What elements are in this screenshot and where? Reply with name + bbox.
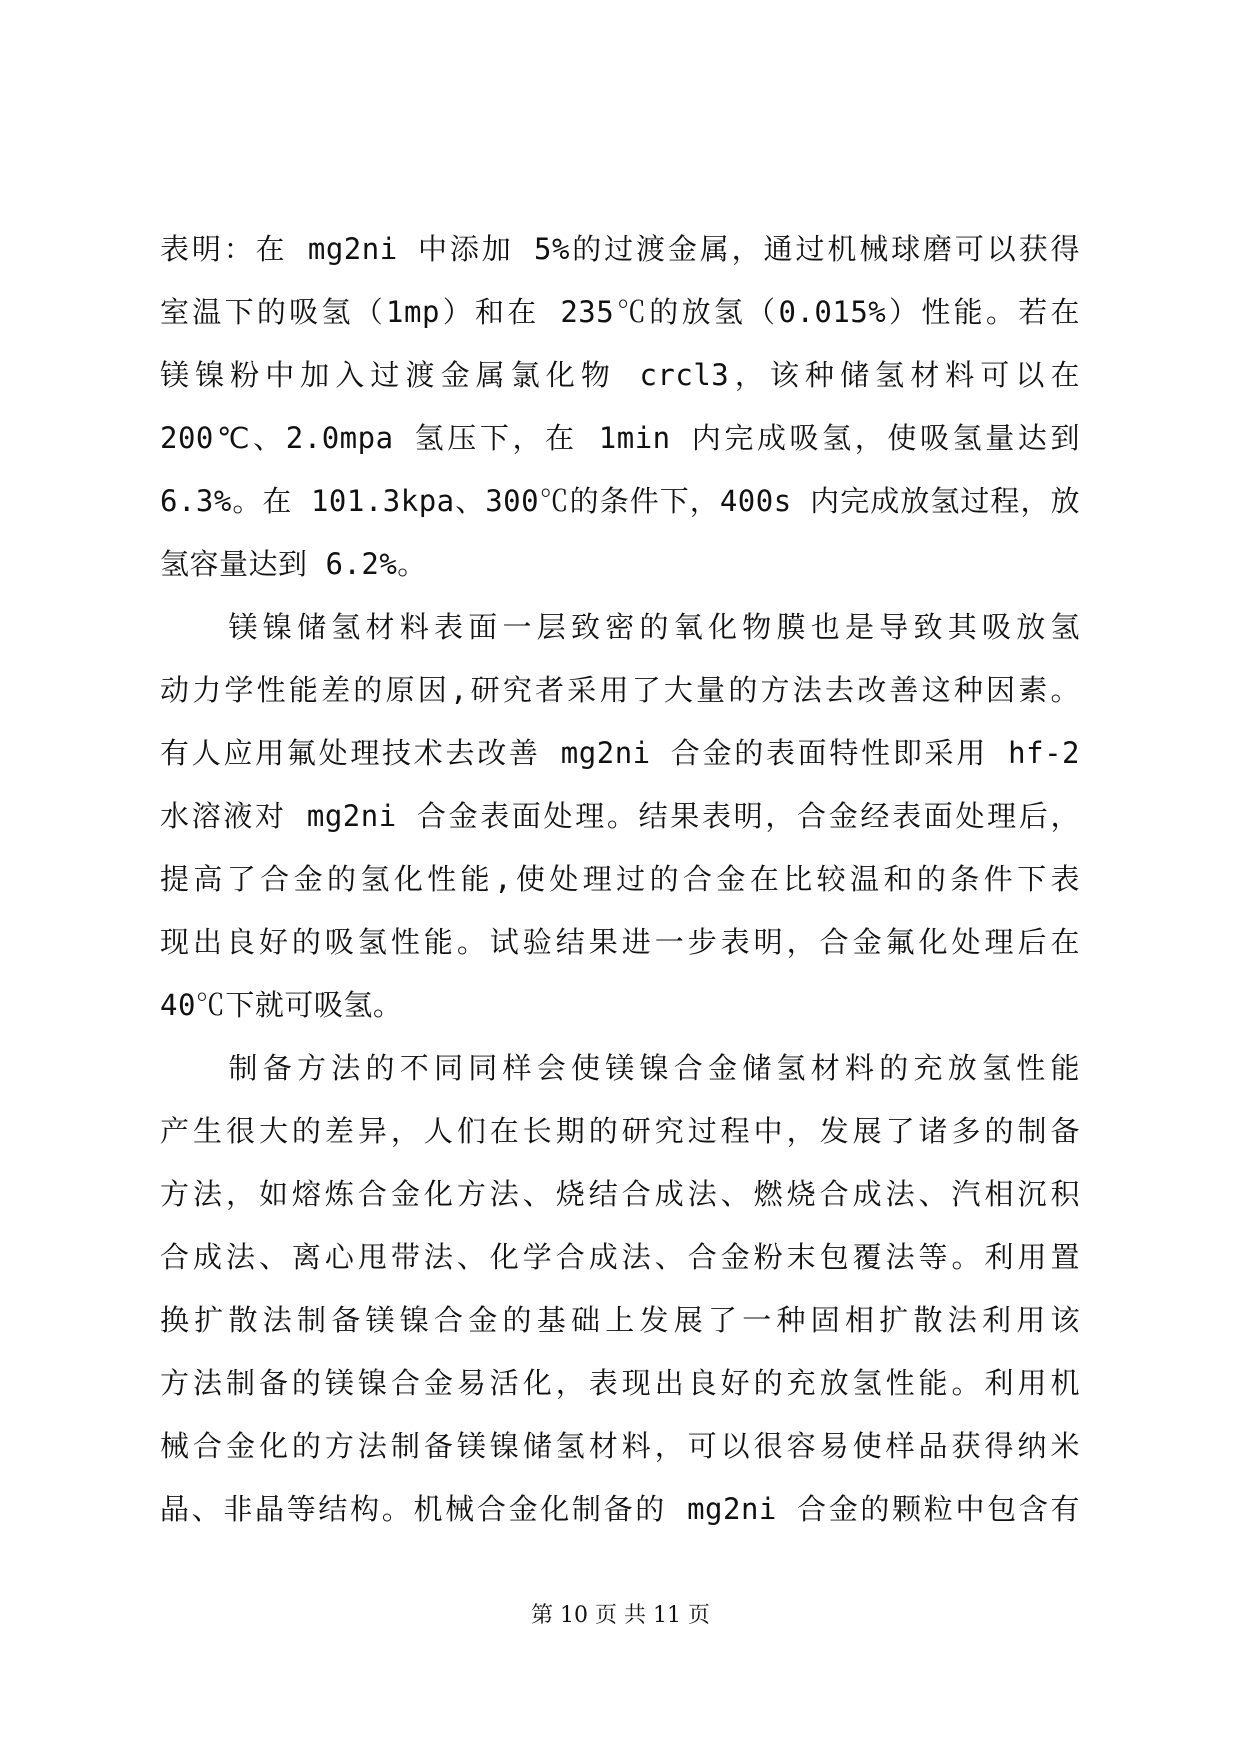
text-line: 制备方法的不同同样会使镁镍合金储氢材料的充放氢性能 [160,1051,1080,1085]
text-line: 方法制备的镁镍合金易活化，表现出良好的充放氢性能。利用机 [160,1366,1080,1400]
text-line: 镁镍储氢材料表面一层致密的氧化物膜也是导致其吸放氢 [160,610,1080,644]
text-line: 6.3%。在 101.3kpa、300℃的条件下，400s 内完成放氢过程，放 [160,484,1080,518]
paragraph-1 [160,218,1080,596]
text-line: 方法，如熔炼合金化方法、烧结合成法、燃烧合成法、汽相沉积 [160,1177,1080,1211]
text-line: 械合金化的方法制备镁镍储氢材料，可以很容易使样品获得纳米 [160,1429,1080,1463]
text-line: 动力学性能差的原因,研究者采用了大量的方法去改善这种因素。 [160,673,1080,707]
text-line: 水溶液对 mg2ni 合金表面处理。结果表明，合金经表面处理后， [160,799,1080,833]
text-line: 表明：在 mg2ni 中添加 5%的过渡金属，通过机械球磨可以获得 [160,232,1080,266]
text-line: 合成法、离心甩带法、化学合成法、合金粉末包覆法等。利用置 [160,1240,1080,1274]
text-line: 产生很大的差异，人们在长期的研究过程中，发展了诸多的制备 [160,1114,1080,1148]
text-line: 晶、非晶等结构。机械合金化制备的 mg2ni 合金的颗粒中包含有 [160,1492,1080,1526]
text-line: 提高了合金的氢化性能,使处理过的合金在比较温和的条件下表 [160,862,1080,896]
text-line: 现出良好的吸氢性能。试验结果进一步表明，合金氟化处理后在 [160,925,1080,959]
paragraph-2 [160,596,1080,1037]
text-line: 换扩散法制备镁镍合金的基础上发展了一种固相扩散法利用该 [160,1303,1080,1337]
text-line: 氢容量达到 6.2%。 [160,547,427,581]
text-line: 镁镍粉中加入过渡金属氯化物 crcl3，该种储氢材料可以在 [160,358,1080,392]
text-line: 室温下的吸氢（1mp）和在 235℃的放氢（0.015%）性能。若在 [160,295,1080,329]
text-line: 40℃下就可吸氢。 [160,988,403,1022]
page-number-footer: 第 10 页 共 11 页 [531,1603,710,1628]
text-line: 200℃、2.0mpa 氢压下，在 1min 内完成吸氢，使吸氢量达到 [160,421,1080,455]
document-body [160,218,1080,1541]
paragraph-3 [160,1037,1080,1541]
text-line: 有人应用氟处理技术去改善 mg2ni 合金的表面特性即采用 hf-2 [160,736,1080,770]
